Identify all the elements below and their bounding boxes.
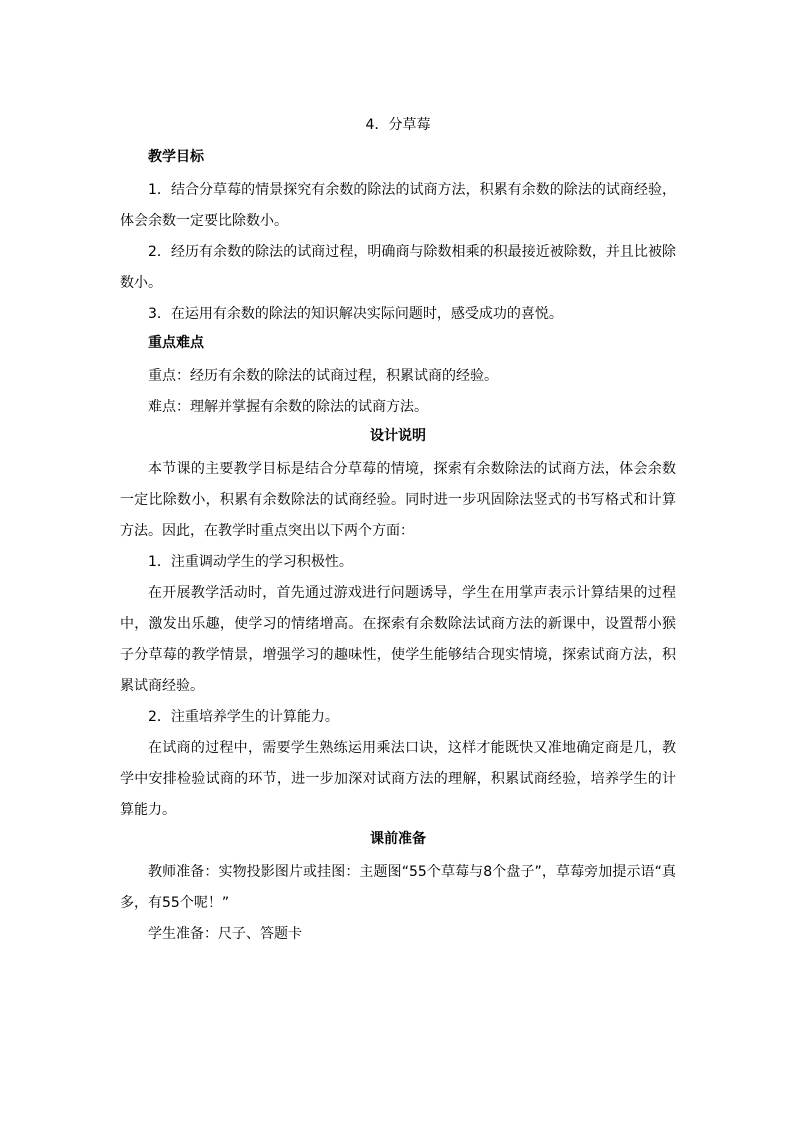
design-paragraph-5: 在试商的过程中，需要学生熟练运用乘法口诀，这样才能既快又准地确定商是几，教学中安排检验试商的环节，进一步加深对试商方法的理解，积累试商经验，培养学生的计算能力。 xyxy=(120,740,676,818)
section-heading-key-points: 重点难点 xyxy=(148,335,204,351)
key-point: 重点：经历有余数的除法的试商过程，积累试商的经验。 xyxy=(148,368,498,384)
design-paragraph-3: 在开展教学活动时，首先通过游戏进行问题诱导，学生在用掌声表示计算结果的过程中，激发出乐趣，使学习的情绪增高。在探索有余数除法试商方法的新课中，设置帮小猴子分草莓的教学情景，增强学习的趣味性，使学生能够结合现实情境，探索试商方法，积累试商经验。 xyxy=(120,585,676,694)
teacher-preparation: 教师准备：实物投影图片或挂图：主题图“55个草莓与8个盘子”，草莓旁加提示语“真多，有55个呢！” xyxy=(120,864,676,911)
design-paragraph-2: 1．注重调动学生的学习积极性。 xyxy=(148,554,353,570)
section-heading-design-notes: 设计说明 xyxy=(370,428,426,444)
section-heading-preparation: 课前准备 xyxy=(370,831,426,847)
page-title: 4．分草莓 xyxy=(365,117,431,133)
section-heading-teaching-goals: 教学目标 xyxy=(148,149,204,165)
document-body xyxy=(120,112,676,950)
difficult-point: 难点：理解并掌握有余数的除法的试商方法。 xyxy=(148,399,428,415)
design-paragraph-4: 2．注重培养学生的计算能力。 xyxy=(148,709,339,725)
student-preparation: 学生准备：尺子、答题卡 xyxy=(148,926,302,942)
goal-item-2: 2．经历有余数的除法的试商过程，明确商与除数相乘的积最接近被除数，并且比被除数小。 xyxy=(120,244,676,291)
design-paragraph-1: 本节课的主要教学目标是结合分草莓的情境，探索有余数除法的试商方法，体会余数一定比除数小，积累有余数除法的试商经验。同时进一步巩固除法竖式的书写格式和计算方法。因此，在教学时重点突出以下两个方面： xyxy=(120,461,676,539)
goal-item-1: 1．结合分草莓的情景探究有余数的除法的试商方法，积累有余数的除法的试商经验，体会余数一定要比除数小。 xyxy=(120,182,676,229)
goal-item-3: 3．在运用有余数的除法的知识解决实际问题时，感受成功的喜悦。 xyxy=(148,306,563,322)
